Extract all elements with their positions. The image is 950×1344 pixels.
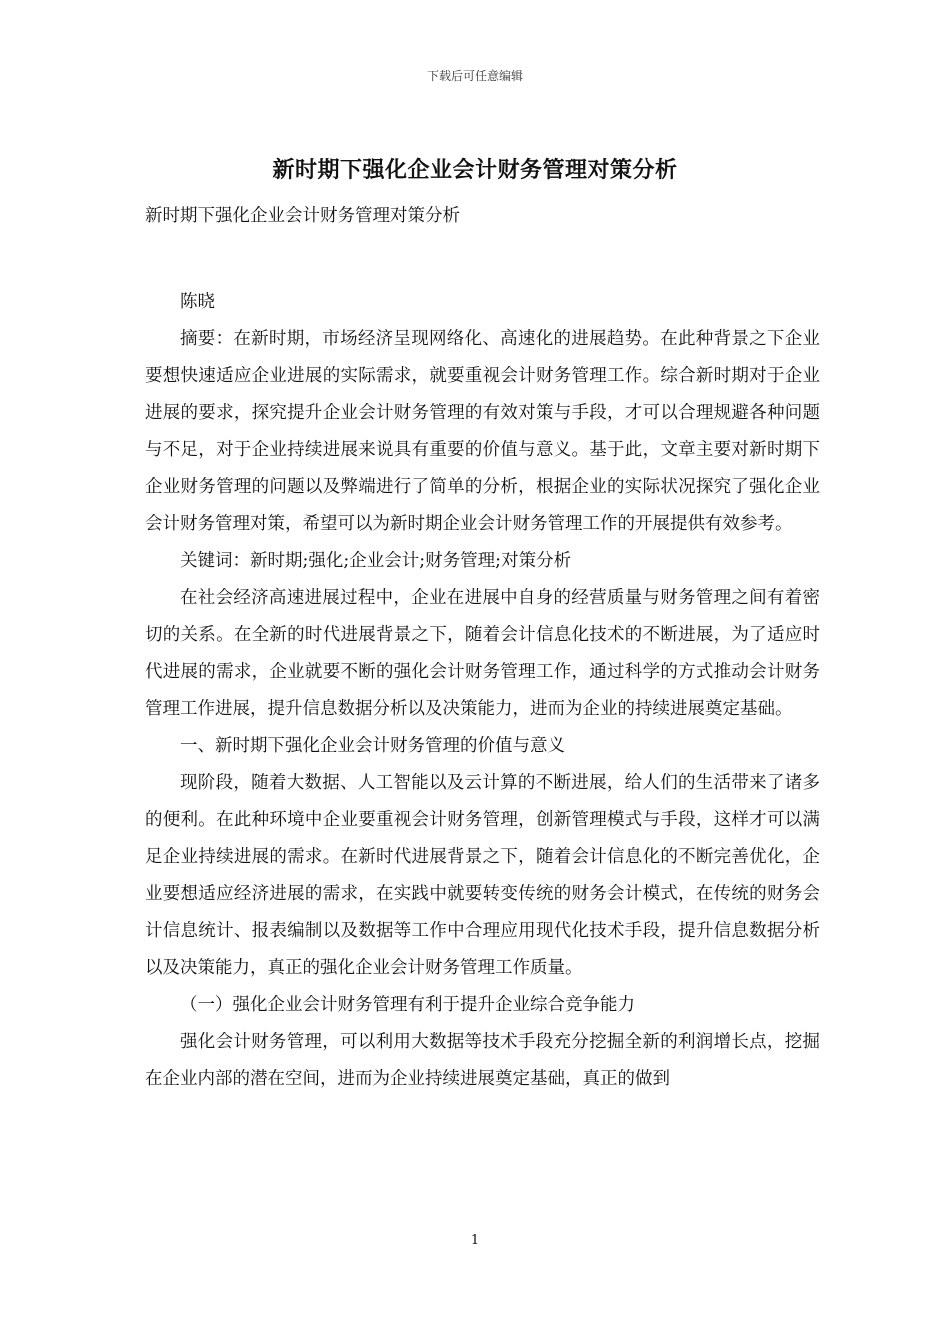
author-name: 陈晓 [180, 292, 215, 312]
intro-paragraph: 在社会经济高速进展过程中，企业在进展中自身的经营质量与财务管理之间有着密切的关系。在全新的时代进展背景之下，随着会计信息化技术的不断进展，为了适应时代进展的需求，企业就要不断的强化会计财务管理工作，通过科学的方式推动会计财务管理工作进展，提升信息数据分析以及决策能力，进而为企业的持续进展奠定基础。 [145, 588, 820, 719]
abstract-paragraph: 摘要：在新时期，市场经济呈现网络化、高速化的进展趋势。在此种背景之下企业要想快速适应企业进展的实际需求，就要重视会计财务管理工作。综合新时期对于企业进展的要求，探究提升企业会计财务管理的有效对策与手段，才可以合理规避各种问题与不足，对于企业持续进展来说具有重要的价值与意义。基于此，文章主要对新时期下企业财务管理的问题以及弊端进行了简单的分析，根据企业的实际状况探究了强化企业会计财务管理对策，希望可以为新时期企业会计财务管理工作的开展提供有效参考。 [145, 329, 820, 534]
document-title: 新时期下强化企业会计财务管理对策分析 [272, 157, 678, 183]
spacer [145, 235, 820, 284]
subsection-heading: （一）强化企业会计财务管理有利于提升企业综合竞争能力 [180, 995, 635, 1015]
document-subtitle: 新时期下强化企业会计财务管理对策分析 [145, 206, 460, 226]
subsection-paragraph: 强化会计财务管理，可以利用大数据等技术手段充分挖掘全新的利润增长点，挖掘在企业内部的潜在空间，进而为企业持续进展奠定基础，真正的做到 [145, 1032, 820, 1089]
document-body [145, 198, 820, 1098]
section-paragraph: 现阶段，随着大数据、人工智能以及云计算的不断进展，给人们的生活带来了诸多的便利。在此种环境中企业要重视会计财务管理，创新管理模式与手段，这样才可以满足企业持续进展的需求。在新时代进展背景之下，随着会计信息化的不断完善优化，企业要想适应经济进展的需求，在实践中就要转变传统的财务会计模式，在传统的财务会计信息统计、报表编制以及数据等工作中合理应用现代化技术手段，提升信息数据分析以及决策能力，真正的强化企业会计财务管理工作质量。 [145, 773, 820, 978]
page-number: 1 [470, 1233, 480, 1248]
header-note: 下载后可任意编辑 [426, 69, 523, 83]
keywords-line: 关键词：新时期;强化;企业会计;财务管理;对策分析 [180, 551, 572, 571]
section-heading: 一、新时期下强化企业会计财务管理的价值与意义 [180, 736, 565, 756]
